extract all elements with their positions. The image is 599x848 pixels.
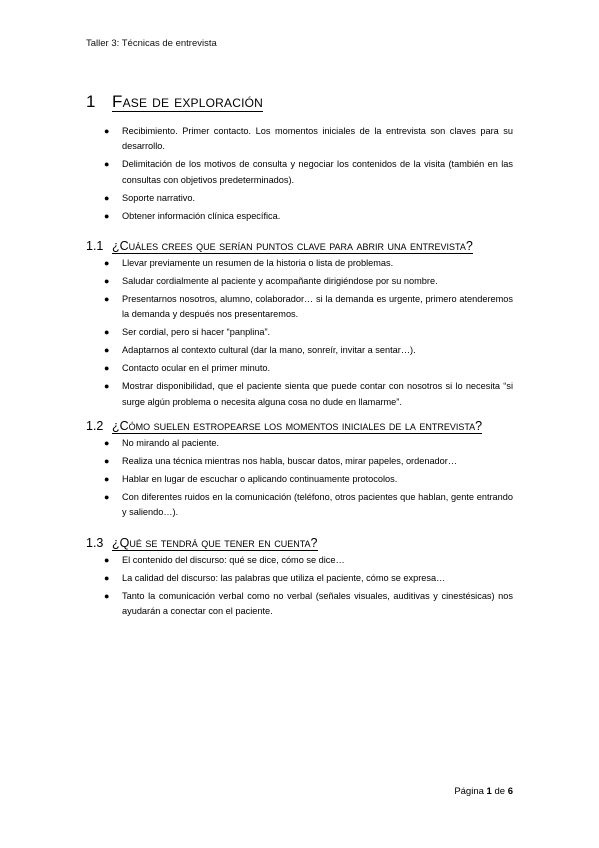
list-item: ● Realiza una técnica mientras nos habla, buscar datos, mirar papeles, ordenador… [0, 454, 599, 469]
section-number: 1.1 [86, 239, 104, 253]
bullet-icon: ● [104, 573, 110, 583]
section-1-3-heading [86, 536, 318, 550]
list-item: ● Presentarnos nosotros, alumno, colaborador… si la demanda es urgente, primero atenderemos la demanda y después nos presentaremos. [104, 294, 513, 320]
page-header: Taller 3: Técnicas de entrevista [86, 38, 217, 49]
list-item: ● Ser cordial, pero si hacer “panplina”. [0, 325, 599, 340]
bullet-icon: ● [104, 456, 110, 466]
bullet-icon: ● [104, 381, 110, 392]
section-title: Fase de exploración [112, 92, 264, 111]
list-item: ● Saludar cordialmente al paciente y acompañante dirigiéndose por su nombre. [0, 274, 599, 289]
list-item: ● Con diferentes ruidos en la comunicación (teléfono, otros pacientes que hablan, gente entrando y saliendo…). [104, 492, 513, 518]
section-title: ¿Cuáles crees que serían puntos clave para abrir una entrevista? [112, 239, 473, 253]
section-number: 1 [86, 92, 96, 111]
section-title: ¿Qué se tendrá que tener en cuenta? [112, 536, 318, 550]
bullet-icon: ● [104, 438, 110, 448]
list-item: ● Tanto la comunicación verbal como no verbal (señales visuales, auditivas y cinestésicas) nos ayudarán a conectar con el paciente. [104, 591, 513, 617]
bullet-icon: ● [104, 492, 110, 502]
page-total: 6 [507, 786, 513, 797]
section-1-2-list [0, 436, 599, 523]
list-item: ● Recibimiento. Primer contacto. Los momentos iniciales de la entrevista son claves para su desarrollo. [104, 126, 513, 152]
page-label: Página [454, 786, 484, 797]
bullet-icon: ● [104, 192, 110, 203]
section-1-1-list [0, 256, 599, 413]
list-item: ● No mirando al paciente. [0, 436, 599, 451]
list-item: ● Obtener información clínica específica. [0, 209, 599, 224]
bullet-icon: ● [104, 327, 110, 338]
bullet-icon: ● [104, 555, 110, 565]
list-item: ● Soporte narrativo. [0, 191, 599, 206]
bullet-icon: ● [104, 210, 110, 221]
list-item: ● Contacto ocular en el primer minuto. [0, 361, 599, 376]
bullet-icon: ● [104, 345, 110, 356]
list-item: ● La calidad del discurso: las palabras que utiliza el paciente, cómo se expresa… [0, 571, 599, 586]
list-item: ● El contenido del discurso: qué se dice, cómo se dice… [0, 553, 599, 568]
section-number: 1.2 [86, 419, 104, 433]
bullet-icon: ● [104, 474, 110, 484]
list-item: ● Mostrar disponibilidad, que el paciente sienta que puede contar con nosotros si lo necesita “si surge algún problema o necesita alguna cosa no dude en llamarme”. [104, 381, 513, 407]
list-item: ● Adaptarnos al contexto cultural (dar la mano, sonreír, invitar a sentar…). [0, 343, 599, 358]
section-number: 1.3 [86, 536, 104, 550]
bullet-icon: ● [104, 126, 110, 136]
section-1-heading [86, 92, 263, 112]
bullet-icon: ● [104, 294, 110, 304]
bullet-icon: ● [104, 159, 110, 170]
page-of-label: de [494, 786, 506, 797]
page-footer [454, 786, 513, 797]
list-item: ● Llevar previamente un resumen de la historia o lista de problemas. [0, 256, 599, 271]
section-1-3-list [0, 553, 599, 622]
bullet-icon: ● [104, 258, 110, 268]
list-item: ● Delimitación de los motivos de consulta y negociar los contenidos de la visita (también en las consultas con objetivos predeterminados). [104, 159, 513, 185]
section-1-2-heading [86, 419, 482, 433]
bullet-icon: ● [104, 363, 110, 374]
bullet-icon: ● [104, 276, 110, 286]
list-item: ● Hablar en lugar de escuchar o aplicando continuamente protocolos. [0, 472, 599, 487]
section-1-list [0, 124, 599, 227]
page-number: 1 [486, 786, 492, 797]
section-1-1-heading [86, 239, 473, 253]
section-title: ¿Cómo suelen estropearse los momentos iniciales de la entrevista? [112, 419, 483, 433]
bullet-icon: ● [104, 591, 110, 601]
